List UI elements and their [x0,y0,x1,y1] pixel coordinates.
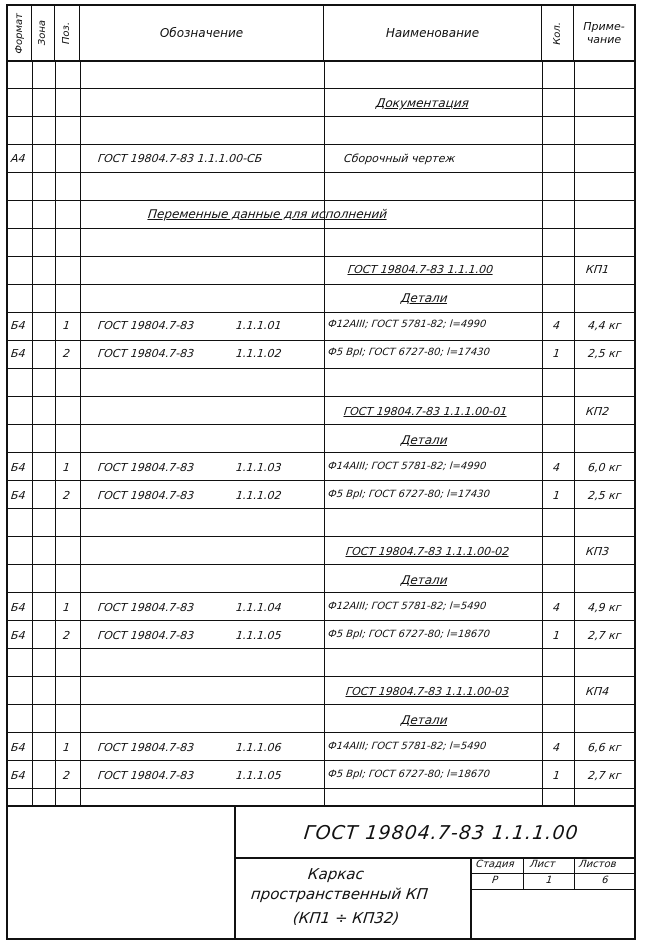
row-format: Б4 [10,741,27,754]
row-line [8,200,634,201]
row-qty: 1 [552,347,561,360]
row-line [8,60,634,62]
variant-note: КП4 [585,685,610,698]
row-number: 1.1.1.04 [235,601,283,614]
doc-name: Сборочный чертеж [343,152,456,165]
row-line [8,368,634,369]
row-pos: 1 [62,601,71,614]
row-format: Б4 [10,319,27,332]
sheet-label: Лист [529,859,556,870]
row-note: 2,7 кг [587,629,623,642]
row-line [8,788,634,789]
row-line [8,452,634,453]
row-line [8,284,634,285]
header-zone-label: Зона [37,20,48,46]
row-qty: 4 [552,741,561,754]
row-name: Ф5 ВрI; ГОСТ 6727-80; l=17430 [327,347,491,358]
row-line [8,508,634,509]
header-designation-label: Обозначение [159,25,244,40]
header-note [574,6,634,60]
header-note-label: Приме- чание [583,19,625,46]
row-line [8,228,634,229]
details-heading: Детали [400,291,449,305]
row-number: 1.1.1.01 [235,319,283,332]
row-name: Ф5 ВрI; ГОСТ 6727-80; l=18670 [327,769,491,780]
row-name: Ф14АIII; ГОСТ 5781-82; l=5490 [327,741,487,752]
stage-label: Стадия [475,859,515,870]
row-line [8,536,634,537]
row-line [8,760,634,761]
row-format: Б4 [10,629,27,642]
row-line [8,144,634,145]
header-format [8,6,32,60]
title-block-name-border [470,857,472,940]
row-designation: ГОСТ 19804.7-83 [97,601,195,614]
details-heading: Детали [400,433,449,447]
doc-designation: ГОСТ 19804.7-83 1.1.1.00-СБ [97,152,263,165]
header-zone [32,6,55,60]
row-line [8,172,634,173]
row-line [8,805,634,807]
row-line [8,88,634,89]
document-number: ГОСТ 19804.7-83 1.1.1.00 [302,822,580,844]
row-designation: ГОСТ 19804.7-83 [97,769,195,782]
row-line [8,256,634,257]
row-line [8,116,634,117]
header-qty [542,6,574,60]
row-line [8,732,634,733]
section-documentation: Документация [375,96,470,110]
row-line [8,648,634,649]
row-line [8,340,634,341]
row-qty: 1 [552,489,561,502]
row-pos: 1 [62,319,71,332]
row-number: 1.1.1.02 [235,489,283,502]
assembly-name-line1: Каркас [307,865,365,883]
variant-note: КП3 [585,545,610,558]
header-name-label: Наименование [385,25,480,40]
header-pos-label: Поз. [61,21,72,45]
details-heading: Детали [400,573,449,587]
row-note: 4,9 кг [587,601,623,614]
row-designation: ГОСТ 19804.7-83 [97,461,195,474]
title-block-stage-col [574,857,575,889]
header-format-label: Формат [13,12,25,54]
row-name: Ф12АIII; ГОСТ 5781-82; l=5490 [327,601,487,612]
row-qty: 4 [552,601,561,614]
row-note: 6,0 кг [587,461,623,474]
row-format: Б4 [10,461,27,474]
row-designation: ГОСТ 19804.7-83 [97,347,195,360]
variant-note: КП1 [585,263,610,276]
stage-value: Р [491,875,499,886]
row-format: Б4 [10,601,27,614]
row-line [8,312,634,313]
assembly-name-line3: (КП1 ÷ КП32) [292,909,401,927]
row-number: 1.1.1.06 [235,741,283,754]
row-pos: 1 [62,461,71,474]
row-note: 2,5 кг [587,489,623,502]
specification-sheet [6,4,636,940]
row-qty: 1 [552,769,561,782]
row-pos: 2 [62,769,71,782]
header-qty-label: Кол. [551,21,563,45]
row-name: Ф12АIII; ГОСТ 5781-82; l=4990 [327,319,487,330]
row-line [8,424,634,425]
row-pos: 1 [62,741,71,754]
header-designation [80,6,324,60]
doc-format: А4 [10,152,27,165]
variable-data-heading: Переменные данные для исполнений [147,207,388,221]
row-qty: 4 [552,319,561,332]
row-number: 1.1.1.05 [235,769,283,782]
row-qty: 4 [552,461,561,474]
row-pos: 2 [62,629,71,642]
assembly-name-line2: пространственный КП [250,885,429,903]
row-format: Б4 [10,489,27,502]
row-line [8,480,634,481]
sheet-value: 1 [545,875,553,886]
row-qty: 1 [552,629,561,642]
row-note: 4,4 кг [587,319,623,332]
variant-title: ГОСТ 19804.7-83 1.1.1.00-03 [345,685,510,698]
row-number: 1.1.1.03 [235,461,283,474]
row-name: Ф14АIII; ГОСТ 5781-82; l=4990 [327,461,487,472]
row-note: 2,7 кг [587,769,623,782]
row-designation: ГОСТ 19804.7-83 [97,629,195,642]
variant-title: ГОСТ 19804.7-83 1.1.1.00-01 [343,405,508,418]
row-name: Ф5 ВрI; ГОСТ 6727-80; l=18670 [327,629,491,640]
header-pos [55,6,80,60]
row-number: 1.1.1.02 [235,347,283,360]
title-block-stage-line [470,889,634,890]
variant-title: ГОСТ 19804.7-83 1.1.1.00 [347,263,494,276]
row-designation: ГОСТ 19804.7-83 [97,489,195,502]
title-block-stage-col [523,857,524,889]
header-name [324,6,542,60]
title-block-stage-line [470,873,634,874]
row-format: Б4 [10,347,27,360]
row-designation: ГОСТ 19804.7-83 [97,741,195,754]
row-line [8,564,634,565]
row-format: Б4 [10,769,27,782]
sheets-label: Листов [578,859,617,870]
row-pos: 2 [62,489,71,502]
row-line [8,676,634,677]
row-number: 1.1.1.05 [235,629,283,642]
variant-title: ГОСТ 19804.7-83 1.1.1.00-02 [345,545,510,558]
row-note: 2,5 кг [587,347,623,360]
row-note: 6,6 кг [587,741,623,754]
title-block-left-border [234,805,236,940]
row-line [8,396,634,397]
row-line [8,704,634,705]
variant-note: КП2 [585,405,610,418]
row-line [8,620,634,621]
row-designation: ГОСТ 19804.7-83 [97,319,195,332]
row-name: Ф5 ВрI; ГОСТ 6727-80; l=17430 [327,489,491,500]
details-heading: Детали [400,713,449,727]
sheets-value: 6 [601,875,609,886]
row-pos: 2 [62,347,71,360]
row-line [8,592,634,593]
